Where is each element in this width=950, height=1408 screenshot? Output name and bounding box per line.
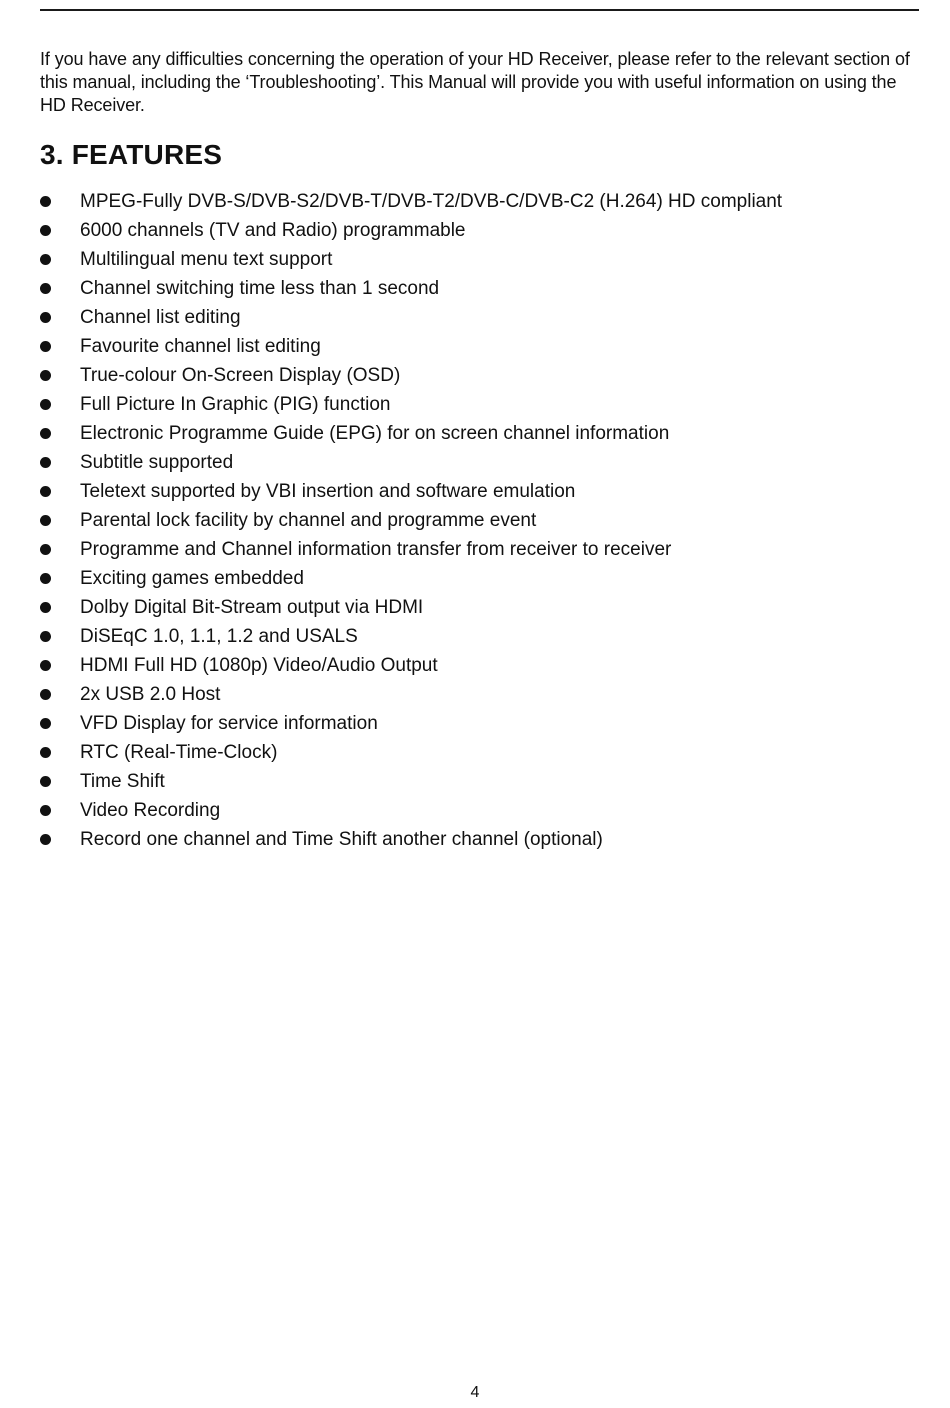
bullet-icon xyxy=(40,283,51,294)
bullet-icon xyxy=(40,747,51,758)
section-title: 3. FEATURES xyxy=(40,139,223,170)
page-number: 4 xyxy=(470,1384,480,1401)
bullet-icon xyxy=(40,718,51,729)
feature-text: Favourite channel list editing xyxy=(80,336,321,357)
bullet-icon xyxy=(40,196,51,207)
bullet-icon xyxy=(40,689,51,700)
feature-text: DiSEqC 1.0, 1.1, 1.2 and USALS xyxy=(80,626,358,647)
feature-text: 6000 channels (TV and Radio) programmable xyxy=(80,220,466,241)
feature-text: Time Shift xyxy=(80,771,165,792)
bullet-icon xyxy=(40,602,51,613)
feature-text: Channel switching time less than 1 second xyxy=(80,278,440,299)
feature-text: Dolby Digital Bit-Stream output via HDMI xyxy=(80,597,424,618)
bullet-icon xyxy=(40,457,51,468)
bullet-icon xyxy=(40,370,51,381)
feature-text: 2x USB 2.0 Host xyxy=(80,684,221,705)
feature-text: Subtitle supported xyxy=(80,452,234,473)
bullet-icon xyxy=(40,486,51,497)
feature-text: Electronic Programme Guide (EPG) for on screen channel information xyxy=(80,423,670,444)
bullet-icon xyxy=(40,341,51,352)
bullet-icon xyxy=(40,834,51,845)
feature-text: Programme and Channel information transfer from receiver to receiver xyxy=(80,539,672,560)
feature-text: Full Picture In Graphic (PIG) function xyxy=(80,394,391,415)
bullet-icon xyxy=(40,776,51,787)
bullet-icon xyxy=(40,631,51,642)
feature-text: True-colour On-Screen Display (OSD) xyxy=(80,365,401,386)
feature-text: Exciting games embedded xyxy=(80,568,304,589)
feature-text: VFD Display for service information xyxy=(80,713,378,734)
feature-text: MPEG-Fully DVB-S/DVB-S2/DVB-T/DVB-T2/DVB-C/DVB-C2 (H.264) HD compliant xyxy=(80,191,783,212)
feature-text: Record one channel and Time Shift another channel (optional) xyxy=(80,829,603,850)
bullet-icon xyxy=(40,225,51,236)
intro-paragraph: If you have any difficulties concerning the operation of your HD Receiver, please refer to the relevant section of this manual, including the ‘Troubleshooting’. This Manual will provide you with useful information on using the HD Receiver. xyxy=(40,49,910,115)
bullet-icon xyxy=(40,573,51,584)
bullet-icon xyxy=(40,544,51,555)
bullet-icon xyxy=(40,428,51,439)
bullet-icon xyxy=(40,660,51,671)
bullet-icon xyxy=(40,254,51,265)
header-rule xyxy=(40,9,919,11)
feature-text: RTC (Real-Time-Clock) xyxy=(80,742,278,763)
bullet-icon xyxy=(40,312,51,323)
feature-text: Video Recording xyxy=(80,800,221,821)
feature-text: Multilingual menu text support xyxy=(80,249,333,270)
feature-text: Channel list editing xyxy=(80,307,241,328)
bullet-icon xyxy=(40,515,51,526)
feature-text: HDMI Full HD (1080p) Video/Audio Output xyxy=(80,655,438,676)
feature-text: Teletext supported by VBI insertion and software emulation xyxy=(80,481,576,502)
bullet-icon xyxy=(40,399,51,410)
feature-text: Parental lock facility by channel and programme event xyxy=(80,510,537,531)
bullet-icon xyxy=(40,805,51,816)
